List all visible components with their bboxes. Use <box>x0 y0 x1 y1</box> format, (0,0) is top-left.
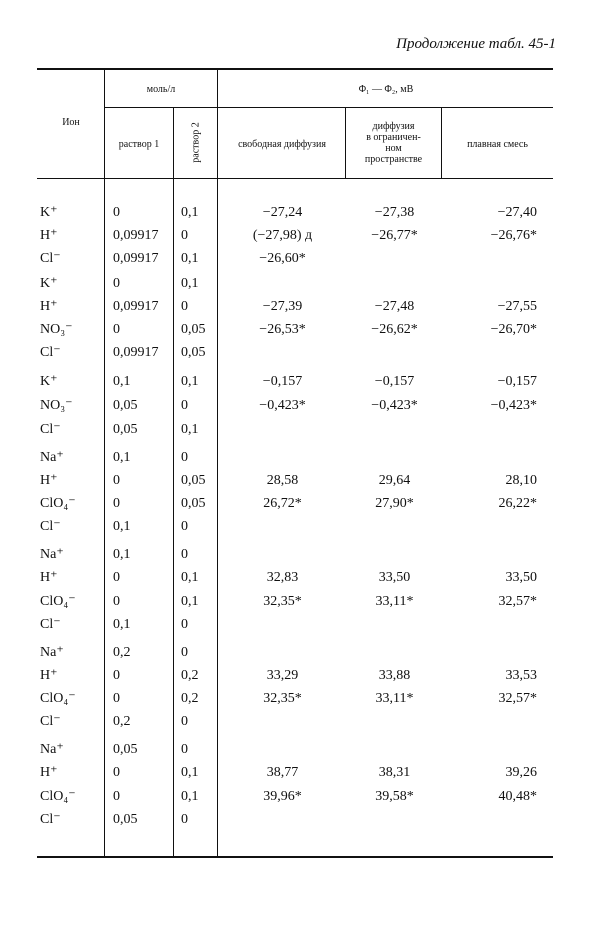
cell-mix: 40,48* <box>498 789 537 804</box>
cell-r1: 0 <box>113 594 120 609</box>
cell-confined: 33,50 <box>378 570 411 585</box>
cell-mix: −27,40 <box>497 205 537 220</box>
cell-ion: Cl⁻ <box>40 714 61 729</box>
cell-r1: 0,09917 <box>113 299 159 314</box>
cell-ion: Cl⁻ <box>40 617 61 632</box>
header-confined-2: в ограничен- <box>366 132 421 143</box>
header-confined-1: диффузия <box>372 121 415 132</box>
cell-confined: −0,157 <box>374 374 415 389</box>
cell-ion: K⁺ <box>40 205 58 220</box>
cell-free: 32,83 <box>266 570 299 585</box>
cell-r1: 0,1 <box>113 450 131 465</box>
cell-r1: 0,2 <box>113 714 131 729</box>
table-caption: Продолжение табл. 45-1 <box>396 36 556 52</box>
header-potential: Φ₁ — Φ₂, мВ <box>358 84 414 95</box>
cell-ion: H⁺ <box>40 570 58 585</box>
cell-r2: 0 <box>181 228 188 243</box>
cell-mix: 39,26 <box>505 765 537 780</box>
cell-free: 38,77 <box>266 765 299 780</box>
header-mid-rule <box>104 107 553 108</box>
cell-ion: NO₃⁻ <box>40 398 73 413</box>
cell-r1: 0 <box>113 765 120 780</box>
cell-ion: ClO₄⁻ <box>40 789 76 804</box>
cell-r2: 0,2 <box>181 691 199 706</box>
cell-free: 32,35* <box>263 691 302 706</box>
cell-ion: H⁺ <box>40 299 58 314</box>
header-confined-3: ном <box>385 143 402 154</box>
cell-r1: 0 <box>113 570 120 585</box>
cell-r2: 0 <box>181 742 188 757</box>
cell-confined: −27,38 <box>374 205 415 220</box>
cell-free: 39,96* <box>263 789 302 804</box>
cell-mix: 28,10 <box>505 473 537 488</box>
cell-r1: 0,1 <box>113 617 131 632</box>
cell-free: −27,24 <box>262 205 303 220</box>
cell-free: 28,58 <box>266 473 299 488</box>
cell-r2: 0 <box>181 519 188 534</box>
cell-r2: 0 <box>181 547 188 562</box>
cell-confined: 27,90* <box>375 496 414 511</box>
cell-r1: 0 <box>113 322 120 337</box>
col-divider-r2 <box>217 70 218 856</box>
cell-ion: H⁺ <box>40 668 58 683</box>
cell-mix: 33,50 <box>505 570 537 585</box>
cell-ion: Cl⁻ <box>40 345 61 360</box>
cell-r2: 0,1 <box>181 789 199 804</box>
header-bottom-rule <box>37 178 553 179</box>
cell-mix: 32,57* <box>498 594 537 609</box>
header-solution2: раствор 2 <box>190 122 202 163</box>
cell-r1: 0,1 <box>113 374 131 389</box>
cell-r2: 0 <box>181 812 188 827</box>
cell-free: −26,60* <box>259 251 306 266</box>
cell-r2: 0,05 <box>181 473 206 488</box>
cell-ion: NO₃⁻ <box>40 322 73 337</box>
cell-r1: 0,05 <box>113 742 138 757</box>
cell-free: −26,53* <box>259 322 306 337</box>
cell-r2: 0 <box>181 617 188 632</box>
cell-r2: 0,05 <box>181 322 206 337</box>
col-divider-r1 <box>173 108 174 856</box>
header-free-diffusion: свободная диффузия <box>238 139 326 150</box>
cell-r2: 0,1 <box>181 594 199 609</box>
cell-r1: 0 <box>113 691 120 706</box>
cell-r2: 0,2 <box>181 668 199 683</box>
cell-r2: 0,1 <box>181 570 199 585</box>
cell-r2: 0,1 <box>181 422 199 437</box>
cell-r2: 0 <box>181 398 188 413</box>
cell-mix: 32,57* <box>498 691 537 706</box>
cell-r1: 0,09917 <box>113 228 159 243</box>
cell-r1: 0,1 <box>113 519 131 534</box>
cell-confined: −0,423* <box>371 398 418 413</box>
cell-r1: 0,05 <box>113 812 138 827</box>
cell-r1: 0 <box>113 496 120 511</box>
cell-free: −27,39 <box>262 299 303 314</box>
cell-confined: 29,64 <box>378 473 411 488</box>
cell-ion: H⁺ <box>40 765 58 780</box>
cell-ion: Cl⁻ <box>40 519 61 534</box>
cell-r1: 0,2 <box>113 645 131 660</box>
cell-mix: −26,70* <box>490 322 537 337</box>
cell-free: −0,157 <box>262 374 303 389</box>
cell-ion: Cl⁻ <box>40 251 61 266</box>
cell-ion: H⁺ <box>40 473 58 488</box>
cell-confined: 33,11* <box>375 594 414 609</box>
cell-ion: Na⁺ <box>40 450 64 465</box>
cell-r1: 0,09917 <box>113 251 159 266</box>
header-confined-4: пространстве <box>364 154 423 165</box>
cell-ion: Cl⁻ <box>40 422 61 437</box>
cell-ion: ClO₄⁻ <box>40 691 76 706</box>
cell-ion: Na⁺ <box>40 742 64 757</box>
cell-confined: 38,31 <box>378 765 411 780</box>
cell-r2: 0,05 <box>181 496 206 511</box>
cell-ion: Cl⁻ <box>40 812 61 827</box>
header-ion: Ион <box>62 117 80 128</box>
header-mol-l: моль/л <box>146 84 176 95</box>
bottom-rule <box>37 856 553 858</box>
cell-free: 26,72* <box>263 496 302 511</box>
cell-r2: 0,1 <box>181 765 199 780</box>
cell-r1: 0 <box>113 473 120 488</box>
cell-r2: 0 <box>181 450 188 465</box>
cell-ion: H⁺ <box>40 228 58 243</box>
cell-r1: 0 <box>113 789 120 804</box>
cell-free: (−27,98) д <box>252 228 313 243</box>
top-rule <box>37 68 553 70</box>
cell-mix: −0,423* <box>490 398 537 413</box>
cell-r1: 0,1 <box>113 547 131 562</box>
cell-ion: Na⁺ <box>40 645 64 660</box>
cell-r1: 0,09917 <box>113 345 159 360</box>
cell-confined: 33,88 <box>378 668 411 683</box>
cell-mix: −27,55 <box>497 299 537 314</box>
cell-confined: −26,77* <box>371 228 418 243</box>
cell-r1: 0 <box>113 668 120 683</box>
cell-ion: ClO₄⁻ <box>40 496 76 511</box>
cell-ion: ClO₄⁻ <box>40 594 76 609</box>
cell-r1: 0 <box>113 205 120 220</box>
cell-confined: 33,11* <box>375 691 414 706</box>
cell-ion: Na⁺ <box>40 547 64 562</box>
cell-free: 32,35* <box>263 594 302 609</box>
cell-ion: K⁺ <box>40 374 58 389</box>
cell-r1: 0,05 <box>113 398 138 413</box>
cell-mix: −26,76* <box>490 228 537 243</box>
cell-r2: 0 <box>181 714 188 729</box>
cell-free: −0,423* <box>259 398 306 413</box>
cell-mix: 33,53 <box>505 668 537 683</box>
cell-r2: 0,1 <box>181 276 199 291</box>
cell-r2: 0,1 <box>181 374 199 389</box>
cell-ion: K⁺ <box>40 276 58 291</box>
cell-mix: −0,157 <box>497 374 537 389</box>
cell-r2: 0 <box>181 645 188 660</box>
cell-free: 33,29 <box>266 668 299 683</box>
cell-r1: 0 <box>113 276 120 291</box>
cell-mix: 26,22* <box>498 496 537 511</box>
header-solution1: раствор 1 <box>118 139 160 150</box>
cell-confined: 39,58* <box>375 789 414 804</box>
cell-confined: −26,62* <box>371 322 418 337</box>
cell-confined: −27,48 <box>374 299 415 314</box>
cell-r2: 0,05 <box>181 345 206 360</box>
cell-r2: 0 <box>181 299 188 314</box>
header-smooth-mix: плавная смесь <box>467 139 528 150</box>
cell-r1: 0,05 <box>113 422 138 437</box>
cell-r2: 0,1 <box>181 251 199 266</box>
cell-r2: 0,1 <box>181 205 199 220</box>
col-divider-ion <box>104 70 105 856</box>
